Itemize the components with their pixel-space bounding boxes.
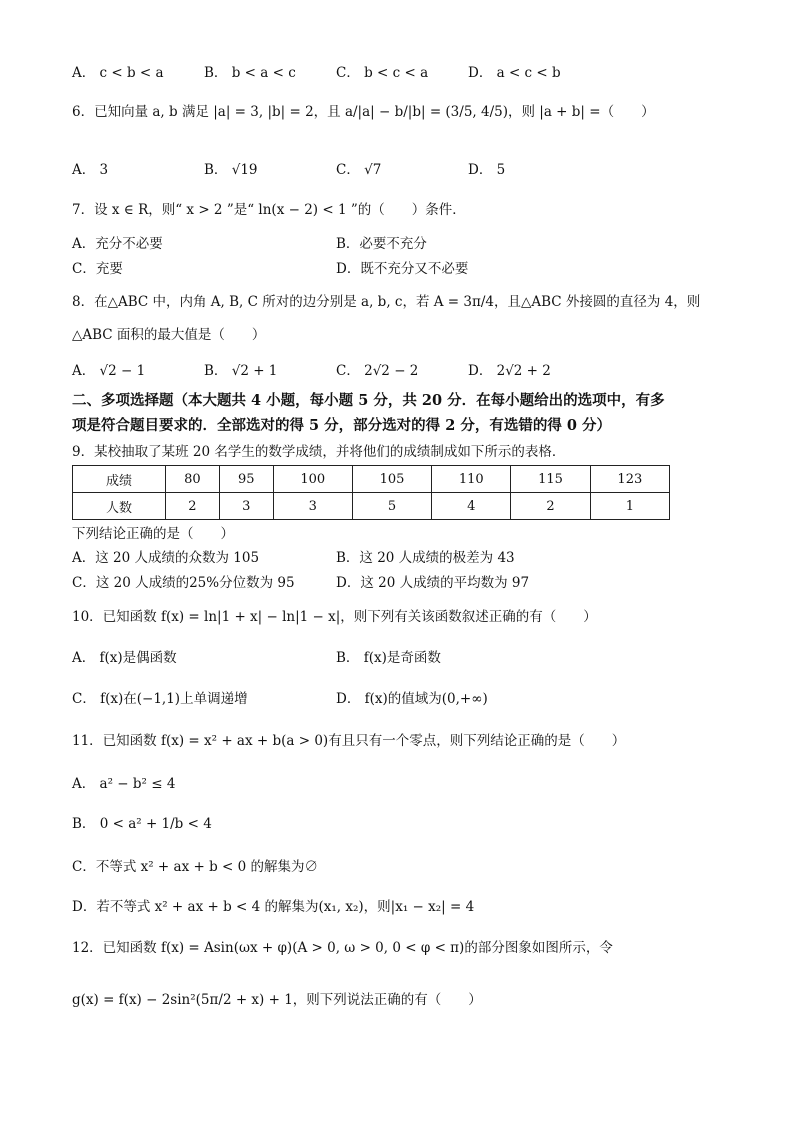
q10-option-d: D． f(x)的值域为(0,+∞) [336,691,488,707]
q9-prompt: 下列结论正确的是（ ） [72,526,234,542]
q8-stem-line1: 8．在△ABC 中，内角 A, B, C 所对的边分别是 a, b, c，若 A = 3π/4，且△ABC 外接圆的直径为 4，则 [72,294,701,310]
q6-option-d: D． 5 [468,162,506,178]
q9-option-a: A．这 20 人成绩的众数为 105 [72,550,260,566]
q8-option-a: A． √2 − 1 [72,363,146,379]
table-cell: 5 [352,493,431,520]
q6-stem: 6．已知向量 a, b 满足 |a| = 3, |b| = 2，且 a/|a| − b/|b| = (3/5, 4/5)，则 |a + b| =（ ） [72,104,655,120]
table-cell: 80 [166,466,220,493]
q8-option-c: C． 2√2 − 2 [336,363,419,379]
q10-option-a: A． f(x)是偶函数 [72,650,177,666]
q6-option-c: C． √7 [336,162,382,178]
q12-stem-line2: g(x) = f(x) − 2sin²(5π/2 + x) + 1，则下列说法正确的有（ ） [72,992,482,1008]
q6-option-b: B． √19 [204,162,258,178]
table-row [73,466,670,493]
table-cell: 100 [273,466,352,493]
table-cell: 1 [590,493,669,520]
q12-stem-line1: 12．已知函数 f(x) = Asin(ωx + φ)(A > 0, ω > 0, 0 < φ < π)的部分图象如图所示，令 [72,940,613,956]
table-cell: 2 [166,493,220,520]
table-row-label: 人数 [73,493,166,520]
q5-option-b: B． b < a < c [204,65,296,81]
table-cell: 123 [590,466,669,493]
q8-option-b: B． √2 + 1 [204,363,278,379]
section2-heading-line2: 项是符合题目要求的．全部选对的得 5 分，部分选对的得 2 分，有选错的得 0 分） [72,417,612,434]
q5-option-d: D． a < c < b [468,65,561,81]
table-cell: 105 [352,466,431,493]
table-cell: 4 [432,493,511,520]
q8-option-d: D． 2√2 + 2 [468,363,551,379]
q11-option-b: B． 0 < a² + 1/b < 4 [72,816,212,832]
q6-option-a: A． 3 [72,162,109,178]
q9-option-b: B．这 20 人成绩的极差为 43 [336,550,515,566]
q11-option-c: C．不等式 x² + ax + b < 0 的解集为∅ [72,859,319,875]
table-cell: 3 [219,493,273,520]
section2-heading-line1: 二、多项选择题（本大题共 4 小题，每小题 5 分，共 20 分．在每小题给出的选项中，有多 [72,392,665,409]
q10-option-c: C． f(x)在(−1,1)上单调递增 [72,691,248,707]
q5-option-c: C． b < c < a [336,65,429,81]
table-cell: 110 [432,466,511,493]
q5-option-a: A． c < b < a [72,65,164,81]
table-cell: 115 [511,466,590,493]
table-cell: 3 [273,493,352,520]
q10-stem: 10．已知函数 f(x) = ln|1 + x| − ln|1 − x|，则下列有关该函数叙述正确的有（ ） [72,609,597,625]
q7-stem: 7．设 x ∈ R，则“ x > 2 ”是“ ln(x − 2) < 1 ”的（ ）条件． [72,202,466,218]
q9-option-c: C．这 20 人成绩的25%分位数为 95 [72,575,295,591]
table-cell: 95 [219,466,273,493]
scores-table [72,465,670,520]
q8-stem-line2: △ABC 面积的最大值是（ ） [72,327,266,343]
q11-option-d: D．若不等式 x² + ax + b < 4 的解集为(x₁, x₂)，则|x₁ − x₂| = 4 [72,899,475,915]
q9-stem: 9．某校抽取了某班 20 名学生的数学成绩，并将他们的成绩制成如下所示的表格． [72,444,566,460]
q11-option-a: A． a² − b² ≤ 4 [72,776,176,792]
table-row [73,493,670,520]
q7-option-a: A．充分不必要 [72,236,163,252]
q10-option-b: B． f(x)是奇函数 [336,650,441,666]
q11-stem: 11．已知函数 f(x) = x² + ax + b(a > 0)有且只有一个零点，则下列结论正确的是（ ） [72,733,626,749]
table-cell: 2 [511,493,590,520]
q7-option-d: D．既不充分又不必要 [336,261,469,277]
q7-option-b: B．必要不充分 [336,236,427,252]
table-row-label: 成绩 [73,466,166,493]
q7-option-c: C．充要 [72,261,123,277]
q9-option-d: D．这 20 人成绩的平均数为 97 [336,575,530,591]
